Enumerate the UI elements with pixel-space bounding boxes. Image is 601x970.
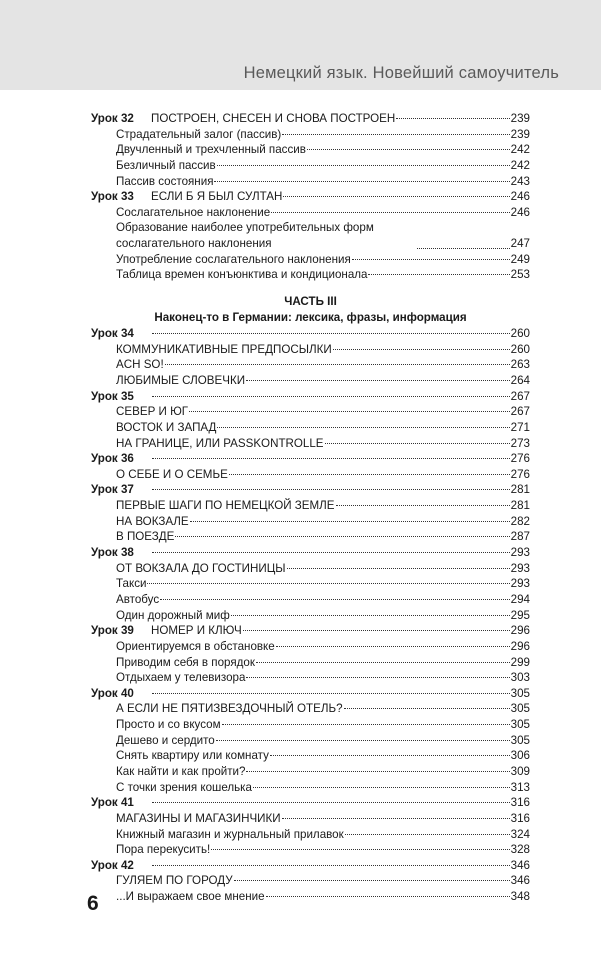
toc-entry bbox=[91, 420, 530, 436]
toc-entry-page: 316 bbox=[510, 796, 530, 810]
toc-lesson-number: Урок 35 bbox=[91, 389, 134, 403]
toc-lesson-row bbox=[91, 686, 530, 702]
toc-entry bbox=[91, 608, 530, 624]
toc-section-subjunctive bbox=[91, 252, 530, 283]
dot-leader bbox=[417, 248, 510, 249]
toc-entry-title: Страдательный залог (пассив) bbox=[116, 127, 282, 141]
toc-entry-title: Дешево и сердито bbox=[116, 733, 215, 747]
dot-leader bbox=[246, 677, 509, 678]
toc-lesson-row bbox=[91, 326, 530, 342]
dot-leader bbox=[270, 755, 510, 756]
toc-entry-page: 346 bbox=[510, 874, 530, 888]
toc-entry-title: Просто и со вкусом bbox=[116, 718, 221, 732]
toc-entry bbox=[91, 670, 530, 686]
toc-entry-title: Такси bbox=[116, 577, 147, 591]
toc-lesson-row bbox=[91, 858, 530, 874]
toc-entry bbox=[91, 764, 530, 780]
toc-entry-title: НА ВОКЗАЛЕ bbox=[116, 514, 189, 528]
toc-entry-page: 267 bbox=[510, 389, 530, 403]
dot-leader bbox=[253, 787, 510, 788]
dot-leader bbox=[229, 474, 510, 475]
toc-lesson-row bbox=[91, 545, 530, 561]
toc-entry bbox=[91, 592, 530, 608]
dot-leader bbox=[283, 196, 509, 197]
toc-entry-title: НОМЕР И КЛЮЧ bbox=[151, 624, 242, 638]
toc-entry bbox=[91, 252, 530, 268]
toc-entry-page: 324 bbox=[510, 827, 530, 841]
toc-entry bbox=[91, 780, 530, 796]
toc-entry-page: 239 bbox=[510, 127, 530, 141]
dot-leader bbox=[246, 771, 509, 772]
toc-entry-page: 263 bbox=[510, 358, 530, 372]
part-heading: ЧАСТЬ III bbox=[284, 295, 337, 309]
toc-entry bbox=[91, 717, 530, 733]
toc-lesson-row bbox=[91, 451, 530, 467]
toc-entry-title: Таблица времен конъюнктива и кондиционала bbox=[116, 268, 368, 282]
toc-entry bbox=[91, 529, 530, 545]
dot-leader bbox=[147, 583, 509, 584]
dot-leader bbox=[246, 380, 510, 381]
toc-entry-page: 313 bbox=[510, 780, 530, 794]
toc-entry bbox=[91, 404, 530, 420]
toc-entry-page: 305 bbox=[510, 718, 530, 732]
toc-entry-page: 260 bbox=[510, 342, 530, 356]
toc-lesson-row bbox=[91, 189, 530, 205]
toc-entry-page: 242 bbox=[510, 143, 530, 157]
toc-entry bbox=[91, 639, 530, 655]
toc-entry-page: 305 bbox=[510, 733, 530, 747]
dot-leader bbox=[396, 118, 509, 119]
toc-entry bbox=[91, 514, 530, 530]
toc-entry bbox=[91, 576, 530, 592]
dot-leader bbox=[282, 134, 509, 135]
toc-entry-page: 287 bbox=[510, 530, 530, 544]
toc-lesson-number: Урок 40 bbox=[91, 686, 134, 700]
toc-lesson-number: Урок 41 bbox=[91, 796, 134, 810]
toc-entry-page: 306 bbox=[510, 749, 530, 763]
dot-leader bbox=[266, 896, 510, 897]
toc-entry-page: 296 bbox=[510, 624, 530, 638]
toc-entry bbox=[91, 873, 530, 889]
dot-leader bbox=[333, 349, 510, 350]
toc-entry-title: Автобус bbox=[116, 592, 160, 606]
toc-entry-two-line bbox=[91, 220, 530, 251]
toc-entry bbox=[91, 701, 530, 717]
toc-entry-title: ПОСТРОЕН, СНЕСЕН И СНОВА ПОСТРОЕН bbox=[151, 112, 396, 125]
toc-lesson-row bbox=[91, 482, 530, 498]
toc-entry-page: 247 bbox=[510, 237, 530, 251]
toc-entry-page: 309 bbox=[510, 765, 530, 778]
toc-entry-page: 293 bbox=[510, 577, 530, 591]
toc-entry-page: 260 bbox=[510, 327, 530, 341]
dot-leader bbox=[352, 259, 510, 260]
dot-leader bbox=[152, 396, 510, 397]
dot-leader bbox=[325, 443, 510, 444]
toc-entry-title: О СЕБЕ И О СЕМЬЕ bbox=[116, 467, 228, 481]
dot-leader bbox=[282, 818, 510, 819]
dot-leader bbox=[190, 521, 510, 522]
toc-entry bbox=[91, 127, 530, 143]
toc-entry-page: 295 bbox=[510, 608, 530, 622]
toc-lesson-number: Урок 32 bbox=[91, 112, 134, 125]
toc-entry-page: 316 bbox=[510, 811, 530, 825]
toc-entry-page: 348 bbox=[510, 890, 530, 904]
toc-entry bbox=[91, 498, 530, 514]
toc-entry-title: Приводим себя в порядок bbox=[116, 655, 255, 669]
toc-entry bbox=[91, 889, 530, 905]
toc-entry bbox=[91, 174, 530, 190]
toc-entry-title: СЕВЕР И ЮГ bbox=[116, 405, 189, 419]
toc-section-lessons-32-33 bbox=[91, 111, 530, 220]
toc-entry-title: ЕСЛИ Б Я БЫЛ СУЛТАН bbox=[151, 190, 283, 204]
toc-entry-page: 299 bbox=[510, 655, 530, 669]
toc-entry-title: Безличный пассив bbox=[116, 158, 216, 172]
dot-leader bbox=[345, 834, 510, 835]
dot-leader bbox=[276, 646, 510, 647]
toc-entry bbox=[91, 205, 530, 221]
toc-entry-title: Ориентируемся в обстановке bbox=[116, 639, 275, 653]
toc-entry-page: 305 bbox=[510, 686, 530, 700]
toc-entry bbox=[91, 142, 530, 158]
toc-entry-title: ...И выражаем свое мнение bbox=[116, 890, 265, 904]
dot-leader bbox=[152, 458, 510, 459]
toc-entry bbox=[91, 811, 530, 827]
dot-leader bbox=[189, 411, 510, 412]
dot-leader bbox=[217, 427, 509, 428]
toc-lesson-number: Урок 38 bbox=[91, 546, 134, 560]
toc-entry-title: Как найти и как пройти? bbox=[116, 765, 246, 778]
dot-leader bbox=[160, 599, 510, 600]
toc-entry-page: 293 bbox=[510, 561, 530, 575]
toc-entry-title: Употребление сослагательного наклонения bbox=[116, 252, 351, 266]
toc-entry-title: Пора перекусить! bbox=[116, 843, 211, 857]
toc-section-part-3 bbox=[91, 326, 530, 905]
toc-entry-page: 328 bbox=[510, 843, 530, 857]
toc-lesson-number: Урок 36 bbox=[91, 452, 134, 466]
toc-entry bbox=[91, 467, 530, 483]
table-of-contents bbox=[91, 111, 530, 905]
toc-entry-page: 276 bbox=[510, 452, 530, 466]
toc-entry-title: Пассив состояния bbox=[116, 174, 214, 188]
toc-entry bbox=[91, 748, 530, 764]
toc-entry-page: 282 bbox=[510, 514, 530, 528]
toc-entry-title: Один дорожный миф bbox=[116, 608, 230, 622]
toc-entry bbox=[91, 357, 530, 373]
toc-entry-page: 249 bbox=[510, 252, 530, 266]
dot-leader bbox=[222, 724, 510, 725]
toc-entry bbox=[91, 267, 530, 283]
toc-entry-page: 246 bbox=[510, 205, 530, 219]
toc-entry-page: 239 bbox=[510, 112, 530, 125]
dot-leader bbox=[152, 552, 510, 553]
toc-entry-page: 305 bbox=[510, 702, 530, 716]
dot-leader bbox=[231, 615, 510, 616]
toc-entry-title: Сослагательное наклонение bbox=[116, 205, 271, 219]
dot-leader bbox=[344, 708, 510, 709]
toc-entry-title: В ПОЕЗДЕ bbox=[116, 530, 175, 544]
dot-leader bbox=[271, 212, 510, 213]
dot-leader bbox=[152, 489, 510, 490]
toc-entry-page: 264 bbox=[510, 373, 530, 387]
toc-entry-title-line2: сослагательного наклонения bbox=[116, 237, 272, 251]
toc-entry-page: 253 bbox=[510, 268, 530, 282]
toc-lesson-row bbox=[91, 389, 530, 405]
dot-leader bbox=[234, 880, 510, 881]
toc-entry-page: 246 bbox=[510, 190, 530, 204]
toc-entry-title: Отдыхаем у телевизора bbox=[116, 671, 246, 685]
toc-entry-page: 273 bbox=[510, 436, 530, 450]
toc-entry bbox=[91, 342, 530, 358]
dot-leader bbox=[152, 333, 510, 334]
toc-entry-title: ЛЮБИМЫЕ СЛОВЕЧКИ bbox=[116, 373, 246, 387]
toc-entry-title: С точки зрения кошелька bbox=[116, 780, 252, 794]
dot-leader bbox=[165, 364, 510, 365]
running-header-title: Немецкий язык. Новейший самоучитель bbox=[243, 64, 559, 82]
toc-lesson-row bbox=[91, 623, 530, 639]
toc-entry-page: 303 bbox=[510, 671, 530, 685]
toc-entry-title: Книжный магазин и журнальный прилавок bbox=[116, 827, 344, 841]
toc-entry-title bbox=[116, 220, 416, 251]
toc-entry bbox=[91, 827, 530, 843]
part-subtitle: Наконец-то в Германии: лексика, фразы, информация bbox=[154, 311, 467, 325]
toc-entry bbox=[91, 561, 530, 577]
dot-leader bbox=[152, 693, 510, 694]
toc-entry-title: Снять квартиру или комнату bbox=[116, 749, 269, 763]
toc-entry-page: 242 bbox=[510, 158, 530, 172]
dot-leader bbox=[256, 662, 510, 663]
toc-lesson-number: Урок 39 bbox=[91, 624, 134, 638]
toc-lesson-number: Урок 42 bbox=[91, 858, 134, 872]
toc-entry-page: 281 bbox=[510, 499, 530, 513]
toc-entry-page: 293 bbox=[510, 546, 530, 560]
toc-lesson-row bbox=[91, 111, 530, 127]
dot-leader bbox=[336, 505, 510, 506]
dot-leader bbox=[287, 568, 510, 569]
dot-leader bbox=[214, 181, 509, 182]
dot-leader bbox=[307, 149, 510, 150]
toc-entry bbox=[91, 373, 530, 389]
toc-entry-title: А ЕСЛИ НЕ ПЯТИЗВЕЗДОЧНЫЙ ОТЕЛЬ? bbox=[116, 702, 343, 716]
toc-entry-page: 276 bbox=[510, 467, 530, 481]
toc-lesson-row bbox=[91, 795, 530, 811]
toc-entry bbox=[91, 158, 530, 174]
toc-entry-title: МАГАЗИНЫ И МАГАЗИНЧИКИ bbox=[116, 811, 281, 825]
dot-leader bbox=[211, 849, 509, 850]
dot-leader bbox=[217, 165, 510, 166]
toc-entry-page: 243 bbox=[510, 174, 530, 188]
toc-entry-page: 281 bbox=[510, 483, 530, 497]
dot-leader bbox=[216, 740, 510, 741]
toc-entry-title: Двучленный и трехчленный пассив bbox=[116, 143, 306, 157]
toc-entry-title-line1: Образование наиболее употребительных форм bbox=[116, 221, 374, 235]
dot-leader bbox=[152, 865, 510, 866]
toc-entry-title: ПЕРВЫЕ ШАГИ ПО НЕМЕЦКОЙ ЗЕМЛЕ bbox=[116, 499, 335, 513]
toc-entry bbox=[91, 436, 530, 452]
dot-leader bbox=[175, 536, 509, 537]
toc-entry-page: 271 bbox=[510, 420, 530, 434]
toc-entry-title: ГУЛЯЕМ ПО ГОРОДУ bbox=[116, 874, 233, 888]
toc-entry bbox=[91, 655, 530, 671]
toc-entry-title: ВОСТОК И ЗАПАД bbox=[116, 420, 217, 434]
dot-leader bbox=[152, 802, 510, 803]
toc-lesson-number: Урок 37 bbox=[91, 483, 134, 497]
toc-entry-title: ACH SO! bbox=[116, 358, 164, 372]
toc-entry bbox=[91, 842, 530, 858]
toc-entry bbox=[91, 733, 530, 749]
toc-lesson-number: Урок 34 bbox=[91, 327, 134, 341]
dot-leader bbox=[368, 274, 509, 275]
toc-entry-page: 296 bbox=[510, 639, 530, 653]
toc-lesson-number: Урок 33 bbox=[91, 190, 134, 204]
toc-entry-page: 294 bbox=[510, 592, 530, 606]
toc-entry-title: ОТ ВОКЗАЛА ДО ГОСТИНИЦЫ bbox=[116, 561, 286, 575]
page-number: 6 bbox=[87, 892, 99, 915]
toc-entry-page: 346 bbox=[510, 858, 530, 872]
toc-entry-page: 267 bbox=[510, 405, 530, 419]
dot-leader bbox=[243, 630, 510, 631]
toc-entry-title: НА ГРАНИЦЕ, ИЛИ PASSKONTROLLE bbox=[116, 436, 324, 450]
toc-entry-title: КОММУНИКАТИВНЫЕ ПРЕДПОСЫЛКИ bbox=[116, 342, 332, 356]
